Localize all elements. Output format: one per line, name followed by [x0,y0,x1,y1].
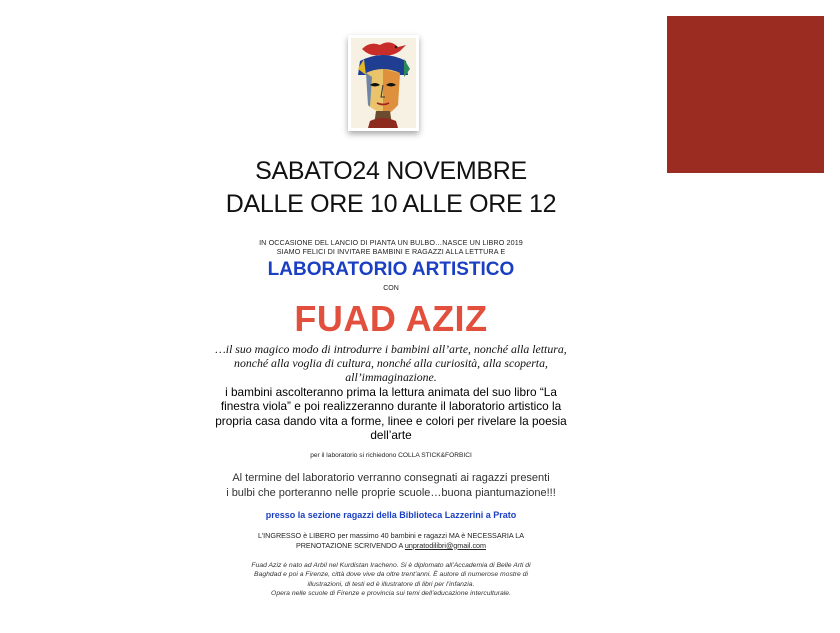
quote-line: all’immaginazione. [345,370,437,384]
email-link[interactable]: unpratodilibri@gmail.com [404,540,487,550]
quote-line: nonché alla voglia di cultura, nonché alla curiosità, alla scoperta, [234,356,548,370]
location-text: presso la sezione ragazzi della Biblioteca Lazzerini a Prato [265,510,517,520]
quote-line: …il suo magico modo di introdurre i bambini all’arte, nonché alla lettura, [215,342,567,356]
closing-line: i bulbi che porteranno nelle proprie scuole…buona piantumazione!!! [226,486,556,499]
artist-name: FUAD AZIZ [294,298,488,339]
description-line: propria casa dando vita a forme, linee e colori per rivelare la poesia [215,413,567,428]
bio-line: illustrazioni, di testi ed è illustratore di libri per l’infanzia. [307,580,475,588]
event-date: SABATO24 NOVEMBRE [255,157,527,185]
event-time: DALLE ORE 10 ALLE ORE 12 [225,190,557,218]
lab-title: LABORATORIO ARTISTICO [267,259,515,280]
intro-line: SIAMO FELICI DI INVITARE BAMBINI E RAGAZZI ALLA LETTURA E [276,247,506,256]
artist-bio [200,561,582,599]
con-label: CON [383,285,399,292]
materials-note: per il laboratorio si richiedono COLLA STICK&FORBICI [310,452,472,459]
bio-line: Opera nelle scuole di Firenze e provincia sui temi dell’educazione interculturale. [271,590,511,598]
ingresso-line [200,541,582,551]
description-line: finestra viola” e poi realizzeranno durante il laboratorio artistico la [220,399,562,414]
intro-line: IN OCCASIONE DEL LANCIO DI PIANTA UN BULBO…NASCE UN LIBRO 2019 [259,238,523,247]
portrait-painting-icon [348,35,419,131]
description-text [200,385,582,443]
closing-line: Al termine del laboratorio verranno consegnati ai ragazzi presenti [232,472,550,484]
decorative-red-square [667,16,824,173]
closing-text [200,471,582,500]
bio-line: Fuad Aziz è nato ad Arbil nel Kurdistan Iracheno. Si è diplomato all’Accademia di Belle Arti di [251,562,531,569]
description-line: i bambini ascolteranno prima la lettura animata del suo libro “La [225,385,557,399]
ingresso-prefix: PRENOTAZIONE SCRIVENDO A [295,540,405,550]
quote-text [200,342,582,384]
intro-text [210,238,572,256]
bio-line: Baghdad e poi a Firenze, città dove vive da oltre trent’anni. È autore di numerose mostre di [254,571,528,579]
ingresso-text [200,531,582,550]
description-line: dell’arte [370,428,412,443]
ingresso-line: L’INGRESSO è LIBERO per massimo 40 bambini e ragazzi MA è NECESSARIA LA [257,531,525,540]
